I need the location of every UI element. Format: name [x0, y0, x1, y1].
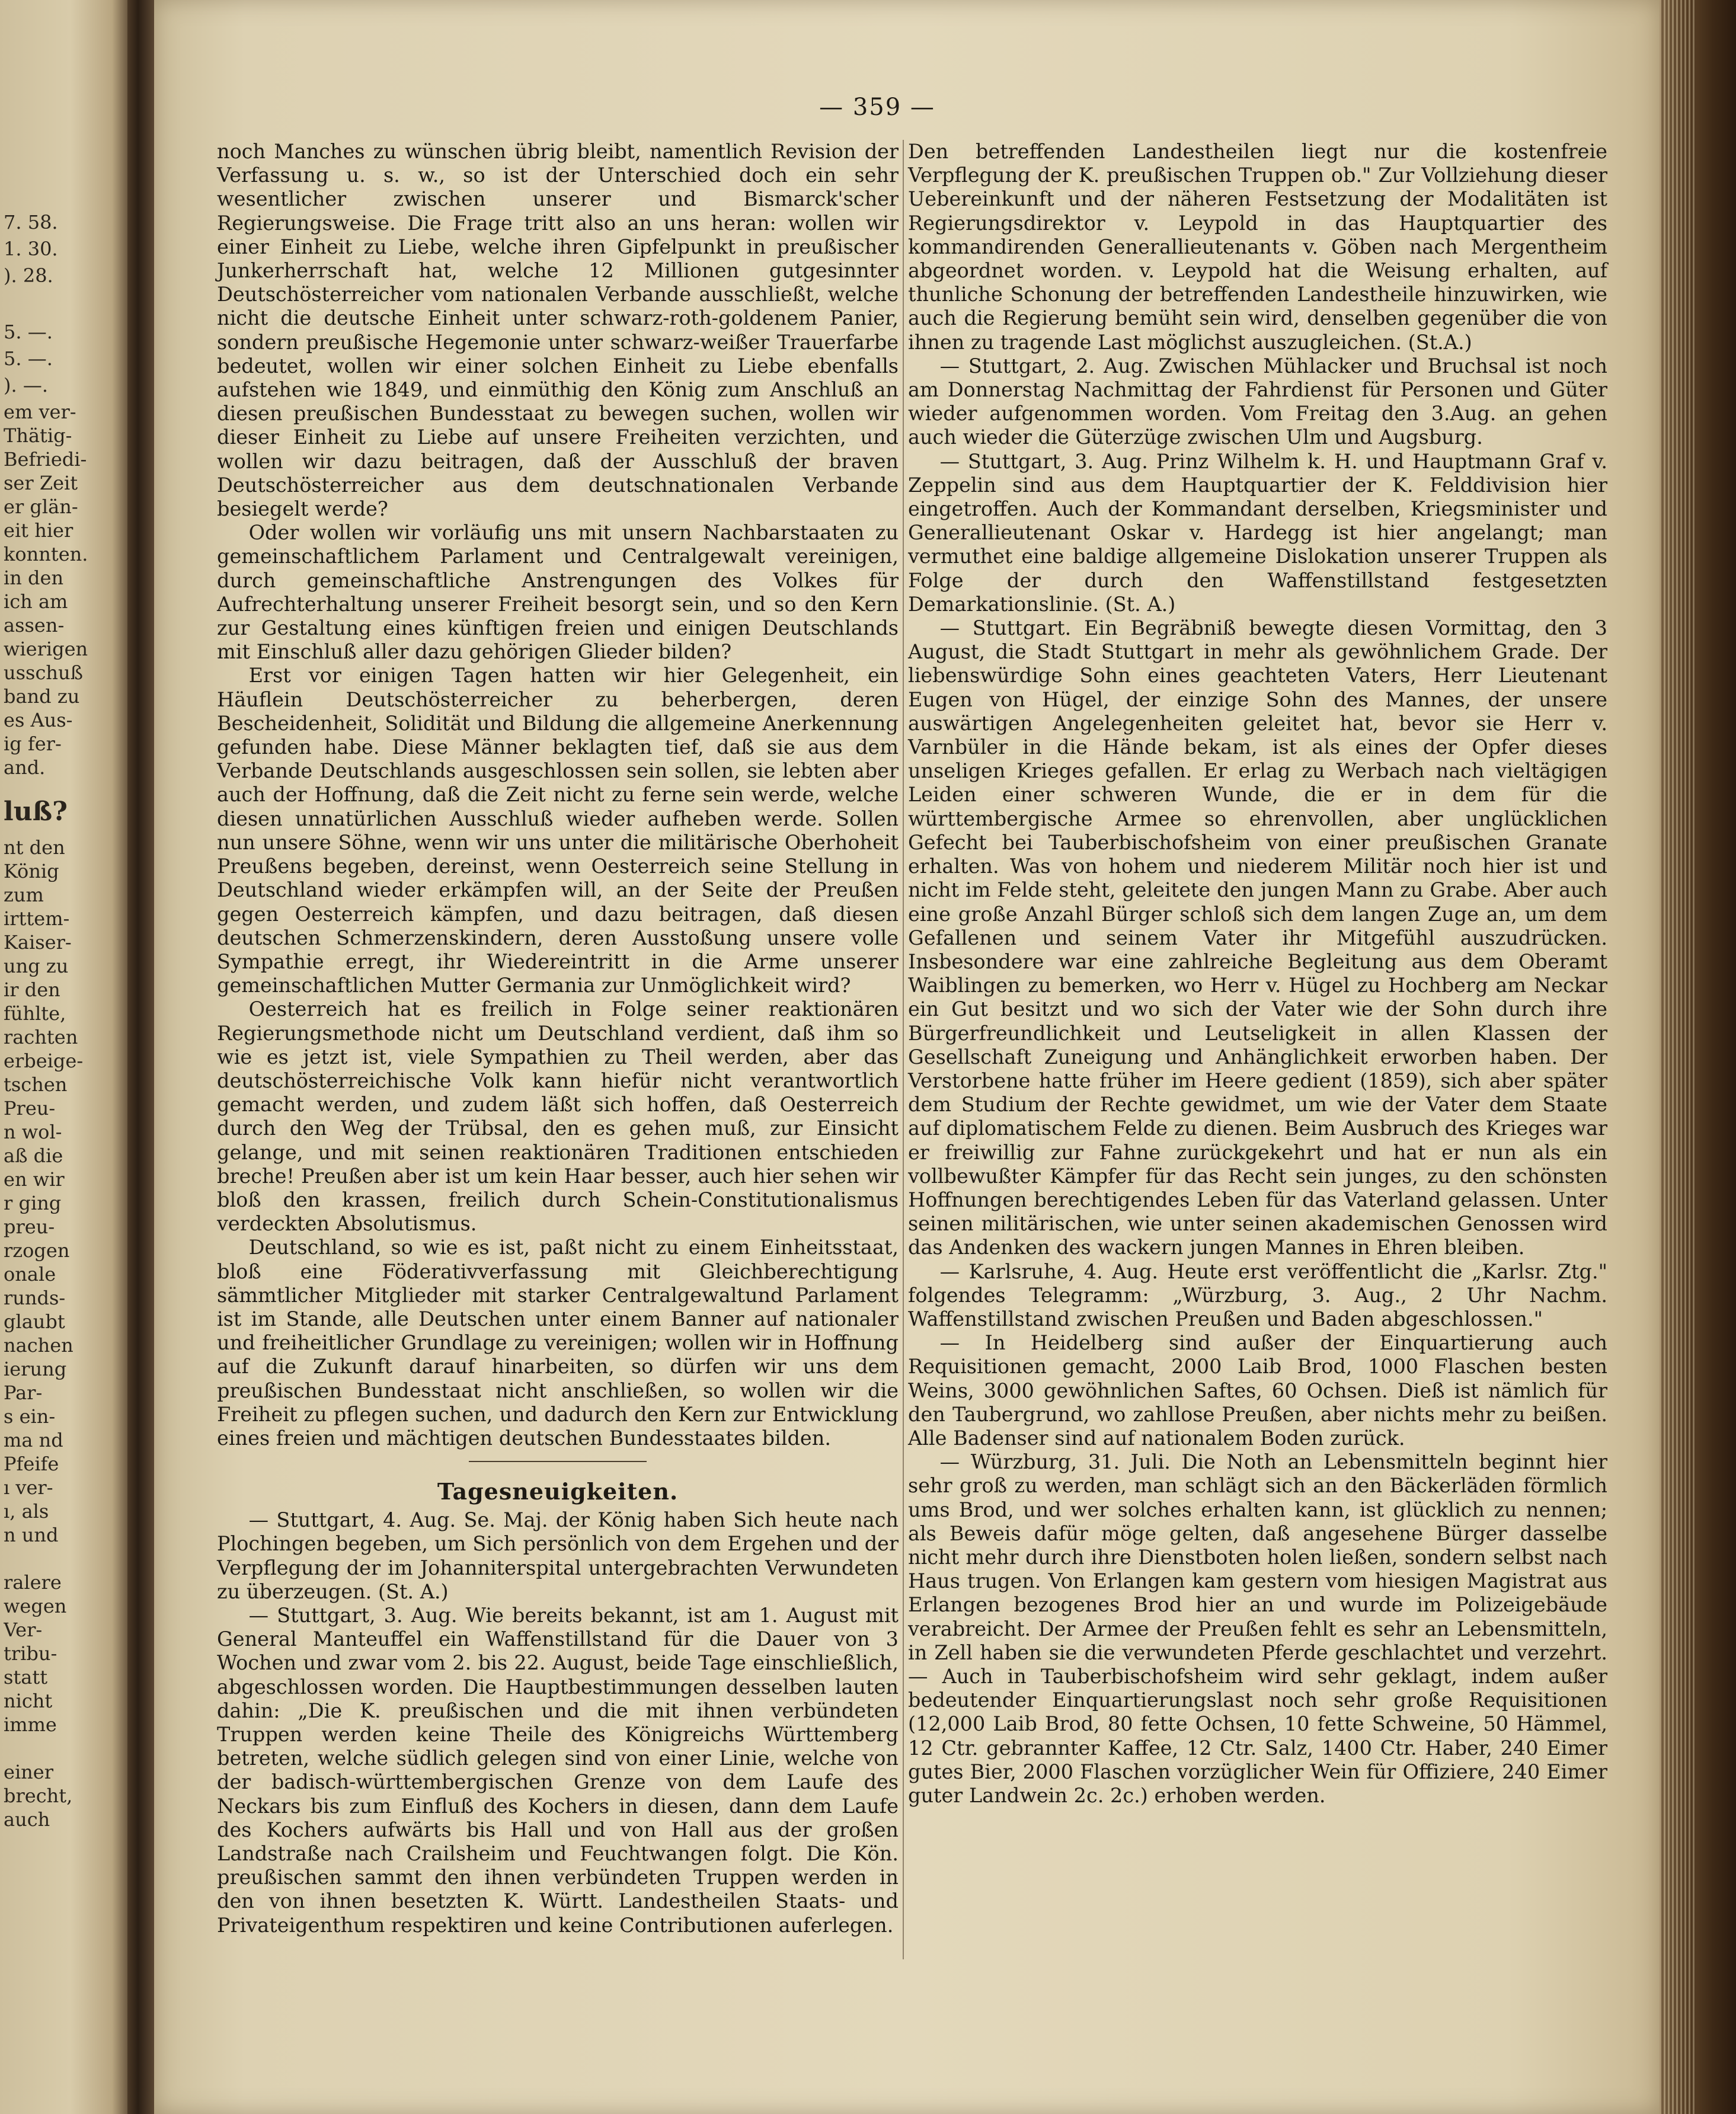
- column-divider: [903, 140, 904, 1959]
- facing-page-fragment: rachten: [4, 1026, 78, 1048]
- facing-page-fragment: nachen: [4, 1334, 73, 1357]
- right-column: [908, 140, 1607, 1808]
- facing-page-fragment: preu-: [4, 1216, 55, 1238]
- facing-page-fragment: Thätig-: [4, 424, 72, 447]
- facing-page-fragment: wegen: [4, 1595, 67, 1617]
- facing-page-fragment: erbeige-: [4, 1050, 84, 1072]
- facing-page-fragment: er glän-: [4, 495, 78, 518]
- facing-page-edge: [0, 0, 127, 2114]
- facing-page-fragment: rzogen: [4, 1239, 70, 1262]
- news-item: — Würzburg, 31. Juli. Die Noth an Lebensmitteln beginnt hier sehr groß zu werden, man schlägt sich an den Bäckerläden förmlich ums Brod, und wer solches erhalten kann, ist glücklich zu nennen; als Beweis dafür möge gelten, daß angesehene Bürger dasselbe nicht mehr durch ihre Dienstboten holen ließen, sondern selbst nach Haus trugen. Von Erlangen kam gestern vom hiesigen Magistrat aus Erlangen bezogenes Brod hier an und wurde im Polizeigebäude verabreicht. Der Armee der Preußen fehlt es sehr an Lebensmitteln, in Zell haben sie die verwundeten Pferde geschlachtet und verzehrt. — Auch in Tauberbischofsheim wird sehr geklagt, indem außer bedeutender Einquartierungslast noch sehr große Requisitionen (12,000 Laib Brod, 80 fette Ochsen, 10 fette Schweine, 50 Hämmel, 12 Ctr. gebrannter Kaffee, 12 Ctr. Salz, 1400 Ctr. Haber, 240 Eimer gutes Bier, 2000 Flaschen vorzüglicher Wein für Offiziere, 240 Eimer guter Landwein 2c. 2c.) erhoben werden.: [908, 1450, 1607, 1808]
- facing-page-fragment: einer: [4, 1761, 54, 1783]
- facing-page-fragment: n wol-: [4, 1121, 62, 1143]
- facing-page-fragment: ). 28.: [4, 264, 53, 287]
- facing-page-fragment: auch: [4, 1808, 50, 1831]
- facing-page-fragment: 5. —.: [4, 347, 53, 370]
- news-item: — Stuttgart. Ein Begräbniß bewegte diesen Vormittag, den 3 August, die Stadt Stuttgart in mehr als gewöhnlichem Grade. Der liebenswürdige Sohn eines geachteten Vaters, Herr Lieutenant Eugen von Hügel, der einzige Sohn des Mannes, der unsere auswärtigen Angelegenheiten geleitet hat, bevor sie Herr v. Varnbüler in die Hände bekam, ist als eines der Opfer dieses unseligen Krieges gefallen. Er erlag zu Werbach nach vieltägigen Leiden einer schweren Wunde, die er in dem für die württembergische Armee so ehrenvollen, aber unglücklichen Gefecht bei Tauberbischofsheim von einer preußischen Granate erhalten. Was von hohem und niederem Militär noch hier ist und nicht im Felde steht, geleitete den jungen Mann zu Grabe. Aber auch eine große Anzahl Bürger schloß sich dem langen Zuge an, um dem Gefallenen und seinem Vater ihr Mitgefühl auszudrücken. Insbesondere war eine zahlreiche Begleitung aus dem Oberamt Waiblingen zu bemerken, wo Herr v. Hügel zu Hochberg am Neckar ein Gut besitzt und wo sich der Vater wie der Sohn durch ihre Bürgerfreundlichkeit und Leutseligkeit in allen Klassen der Gesellschaft Zuneigung und Anhänglichkeit erworben haben. Der Verstorbene hatte früher im Heere gedient (1859), sich aber später dem Studium der Rechte gewidmet, um wie der Vater dem Staate auf diplomatischem Felde zu dienen. Beim Ausbruch des Krieges war er freiwillig zur Fahne zurückgekehrt und hat er nun als ein vollbewußter Kämpfer für das Recht sein junges, zu den schönsten Hoffnungen berechtigendes Leben für das Vaterland gelassen. Unter seinen militärischen, wie unter seinen akademischen Genossen wird das Andenken des wackern jungen Mannes in Ehren bleiben.: [908, 616, 1607, 1259]
- facing-page-fragment: zum: [4, 884, 44, 906]
- page-number: — 359 —: [819, 94, 935, 121]
- facing-page-fragment: Befriedi-: [4, 448, 87, 471]
- facing-page-fragment: em ver-: [4, 401, 76, 423]
- section-heading: Tagesneuigkeiten.: [437, 1478, 679, 1505]
- facing-page-fragment: en wir: [4, 1168, 65, 1191]
- facing-page-fragment: ir den: [4, 978, 60, 1001]
- facing-page-fragment: eit hier: [4, 519, 73, 542]
- news-item: — Karlsruhe, 4. Aug. Heute erst veröffentlicht die „Karlsr. Ztg." folgendes Telegramm: „Würzburg, 3. Aug., 2 Uhr Nachm. Waffenstillstand zwischen Preußen und Baden abgeschlossen.": [908, 1259, 1607, 1331]
- facing-page-fragment: Kaiser-: [4, 931, 72, 954]
- facing-page-fragment: 1. 30.: [4, 238, 58, 260]
- news-item: — Stuttgart, 4. Aug. Se. Maj. der König haben Sich heute nach Plochingen begeben, um Sich persönlich von dem Ergehen und der Verpflegung der im Johanniterspital untergebrachten Verwundeten zu überzeugen. (St. A.): [217, 1508, 899, 1603]
- facing-page-fragment: ierung: [4, 1358, 67, 1380]
- facing-page-fragment: assen-: [4, 614, 65, 637]
- facing-page-fragment: ig fer-: [4, 733, 62, 755]
- facing-page-fragment: wierigen: [4, 638, 88, 660]
- facing-page-fragment: 7. 58.: [4, 211, 58, 234]
- facing-page-fragment: s ein-: [4, 1405, 56, 1428]
- article-paragraph: Deutschland, so wie es ist, paßt nicht zu einem Einheitsstaat, bloß eine Föderativverfassung mit Gleichberechtigung sämmtlicher Mitglieder mit starker Centralgewaltund Parlament ist im Stande, alle Deutschen unter einem Banner auf nationaler und freiheitlicher Grundlage zu vereinigen; wollen wir in Hoffnung auf die Zukunft darauf hinarbeiten, so dürfen wir uns dem preußischen Bundesstaat nicht anschließen, so wollen wir die Freiheit zu pflegen suchen, und dadurch den Kern zur Entwicklung eines freien und mächtigen deutschen Bundesstaates bilden.: [217, 1236, 899, 1450]
- news-item: — Stuttgart, 2. Aug. Zwischen Mühlacker und Bruchsal ist noch am Donnerstag Nachmittag der Fahrdienst für Personen und Güter wieder aufgenommen worden. Vom Freitag den 3.Aug. an gehen auch wieder die Güterzüge zwischen Ulm und Augsburg.: [908, 354, 1607, 449]
- facing-page-fragment: nicht: [4, 1690, 53, 1712]
- facing-page-fragment: ser Zeit: [4, 472, 78, 494]
- facing-page-fragment: nt den: [4, 836, 65, 859]
- facing-page-fragment: König: [4, 860, 59, 882]
- facing-page-fragment: ralere: [4, 1571, 62, 1594]
- facing-page-fragment: konnten.: [4, 543, 88, 565]
- facing-page-fragment: brecht,: [4, 1784, 73, 1807]
- facing-page-fragment: r ging: [4, 1192, 62, 1214]
- facing-page-fragment: ı ver-: [4, 1476, 53, 1499]
- page-edges: [1660, 0, 1695, 2114]
- facing-page-fragment: runds-: [4, 1287, 66, 1309]
- facing-page-fragment: ). —.: [4, 374, 48, 396]
- facing-page-fragment: Par-: [4, 1381, 43, 1404]
- facing-page-fragment: irttem-: [4, 907, 70, 930]
- news-item: — Stuttgart, 3. Aug. Prinz Wilhelm k. H. und Hauptmann Graf v. Zeppelin sind aus dem Hauptquartier der K. Felddivision hier eingetroffen. Auch der Kommandant derselben, Kriegsminister und Generallieutenant Oskar v. Hardegg ist hier angelangt; man vermuthet eine baldige allgemeine Dislokation unserer Truppen als Folge der durch den Waffenstillstand festgesetzten Demarkationslinie. (St. A.): [908, 449, 1607, 616]
- facing-page-fragment: band zu: [4, 685, 80, 708]
- facing-page-fragment: usschuß: [4, 661, 83, 684]
- article-paragraph: Oesterreich hat es freilich in Folge seiner reaktionären Regierungsmethode nicht um Deutschland verdient, daß ihm so wie es jetzt ist, viele Sympathien zu Theil werden, aber das deutschösterreichische Volk kann hiefür nicht verantwortlich gemacht werden, und zudem läßt sich hoffen, daß Oesterreich durch den Weg der Trübsal, den es gehen muß, zur Einsicht gelange, und mit seinen reaktionären Traditionen entschieden breche! Preußen aber ist um kein Haar besser, auch hier sehen wir bloß den krassen, freilich durch Schein-Constitutionalismus verdeckten Absolutismus.: [217, 997, 899, 1236]
- facing-page-fragment: n und: [4, 1524, 59, 1546]
- facing-page-fragment: Preu-: [4, 1097, 56, 1120]
- book-gutter: [127, 0, 154, 2114]
- article-paragraph: Oder wollen wir vorläufig uns mit unsern Nachbarstaaten zu gemeinschaftlichem Parlament und Centralgewalt vereinigen, durch gemeinschaftliche Anstrengungen des Volkes für Aufrechterhaltung unserer Freiheit besorgt sein, und so den Kern zur Gestaltung eines künftigen freien und einigen Deutschlands mit Einschluß aller dazu gehörigen Glieder bilden?: [217, 521, 899, 664]
- facing-page-fragment: Ver-: [4, 1619, 43, 1641]
- news-item: — Stuttgart, 3. Aug. Wie bereits bekannt, ist am 1. August mit General Manteuffel ein Waffenstillstand für die Dauer von 3 Wochen und zwar vom 2. bis 22. August, beide Tage einschließlich, abgeschlossen worden. Die Hauptbestimmungen desselben lauten dahin: „Die K. preußischen und die mit ihnen verbündeten Truppen werden keine Theile des Königreichs Württemberg betreten, welche südlich gelegen sind von einer Linie, welche von der badisch-württembergischen Grenze von dem Laufe des Neckars bis zum Einfluß des Kochers in diesen, dann dem Laufe des Kochers aufwärts bis Hall und von Hall aus der großen Landstraße nach Crailsheim und Feuchtwangen folgt. Die Kön. preußischen sammt den ihnen verbündeten Truppen werden in den von ihnen besetzten K. Württ. Landestheilen Staats- und Privateigenthum respektiren und keine Contributionen auferlegen.: [217, 1603, 899, 1937]
- facing-page-fragment: es Aus-: [4, 709, 73, 731]
- facing-page-fragment: 5. —.: [4, 321, 53, 343]
- news-item: — In Heidelberg sind außer der Einquartierung auch Requisitionen gemacht, 2000 Laib Brod, 1000 Flaschen besten Weins, 3000 gewöhnlichen Saftes, 60 Ochsen. Dieß ist nämlich für den Taubergrund, wo zahllose Preußen, aber nichts mehr zu beißen. Alle Badenser sind auf nationalem Boden zurück.: [908, 1331, 1607, 1450]
- left-column: [217, 140, 899, 1937]
- facing-page-fragment: ı, als: [4, 1500, 49, 1523]
- facing-page-fragment: onale: [4, 1263, 56, 1285]
- facing-page-fragment: tschen: [4, 1073, 68, 1096]
- facing-page-fragment: glaubt: [4, 1310, 65, 1333]
- facing-page-fragment: ich am: [4, 590, 68, 613]
- facing-page-fragment: and.: [4, 756, 46, 779]
- article-paragraph: noch Manches zu wünschen übrig bleibt, namentlich Revision der Verfassung u. s. w., so ist der Unterschied doch ein sehr wesentlicher zwischen unserer und Bismarck'scher Regierungsweise. Die Frage tritt also an uns heran: wollen wir einer Einheit zu Liebe, welche ihren Gipfelpunkt in preußischer Junkerherrschaft hat, welche 12 Millionen gutgesinnter Deutschösterreicher vom nationalen Verbande ausschließt, welche nicht die deutsche Einheit unter schwarz-roth-goldenem Panier, sondern preußische Hegemonie unter schwarz-weißer Trauerfarbe bedeutet, wollen wir einer solchen Einheit zu Liebe ebenfalls aufstehen wie 1849, und einmüthig den König zum Anschluß an diesen preußischen Bundesstaat zu bewegen suchen, wollen wir dieser Einheit zu Liebe auf unsere Freiheiten verzichten, und wollen wir dazu beitragen, daß der Ausschluß der braven Deutschösterreicher aus dem deutschnationalen Verbande besiegelt werde?: [217, 140, 899, 521]
- facing-page-fragment: luß?: [4, 797, 68, 827]
- facing-page-fragment: ung zu: [4, 955, 69, 977]
- news-item: Den betreffenden Landestheilen liegt nur die kostenfreie Verpflegung der K. preußischen Truppen ob." Zur Vollziehung dieser Uebereinkunft und der näheren Festsetzung der Modalitäten ist Regierungsdirektor v. Leypold in das Hauptquartier des kommandirenden Generallieutenants v. Göben nach Mergentheim abgeordnet worden. v. Leypold hat die Weisung erhalten, auf thunliche Schonung der betreffenden Landestheile hinzuwirken, wie auch die Regierung bemüht sein wird, denselben gegenüber die von ihnen zu tragende Last möglichst auszugleichen. (St.A.): [908, 140, 1607, 354]
- facing-page-fragment: imme: [4, 1713, 57, 1736]
- facing-page-fragment: fühlte,: [4, 1002, 66, 1025]
- facing-page-fragment: tribu-: [4, 1642, 57, 1665]
- facing-page-fragment: in den: [4, 567, 64, 589]
- facing-page-fragment: statt: [4, 1666, 48, 1688]
- facing-page-fragment: aß die: [4, 1144, 63, 1167]
- article-paragraph: Erst vor einigen Tagen hatten wir hier Gelegenheit, ein Häuflein Deutschösterreicher zu beherbergen, deren Bescheidenheit, Solidität und Bildung die allgemeine Anerkennung gefunden habe. Diese Männer beklagten tief, daß sie aus dem Verbande Deutschlands ausgeschlossen sein sollen, sie lebten aber auch der Hoffnung, daß die Zeit nicht zu ferne sein werde, welche diesen unnatürlichen Ausschluß wieder aufheben werde. Sollen nun unsere Söhne, wenn wir uns unter die militärische Oberhoheit Preußens begeben, dereinst, wenn Oesterreich seine Stellung in Deutschland wieder erkämpfen will, an der Seite der Preußen gegen Oesterreich kämpfen, und dazu beitragen, daß diesen deutschen Schmerzenskindern, deren Ausstoßung unsere volle Sympathie erregt, ihr Wiedereintritt in die Arme unserer gemeinschaftlichen Mutter Germania zur Unmöglichkeit wird?: [217, 664, 899, 997]
- facing-page-fragment: ma nd: [4, 1429, 63, 1451]
- section-divider: [469, 1461, 647, 1462]
- facing-page-fragment: Pfeife: [4, 1453, 59, 1475]
